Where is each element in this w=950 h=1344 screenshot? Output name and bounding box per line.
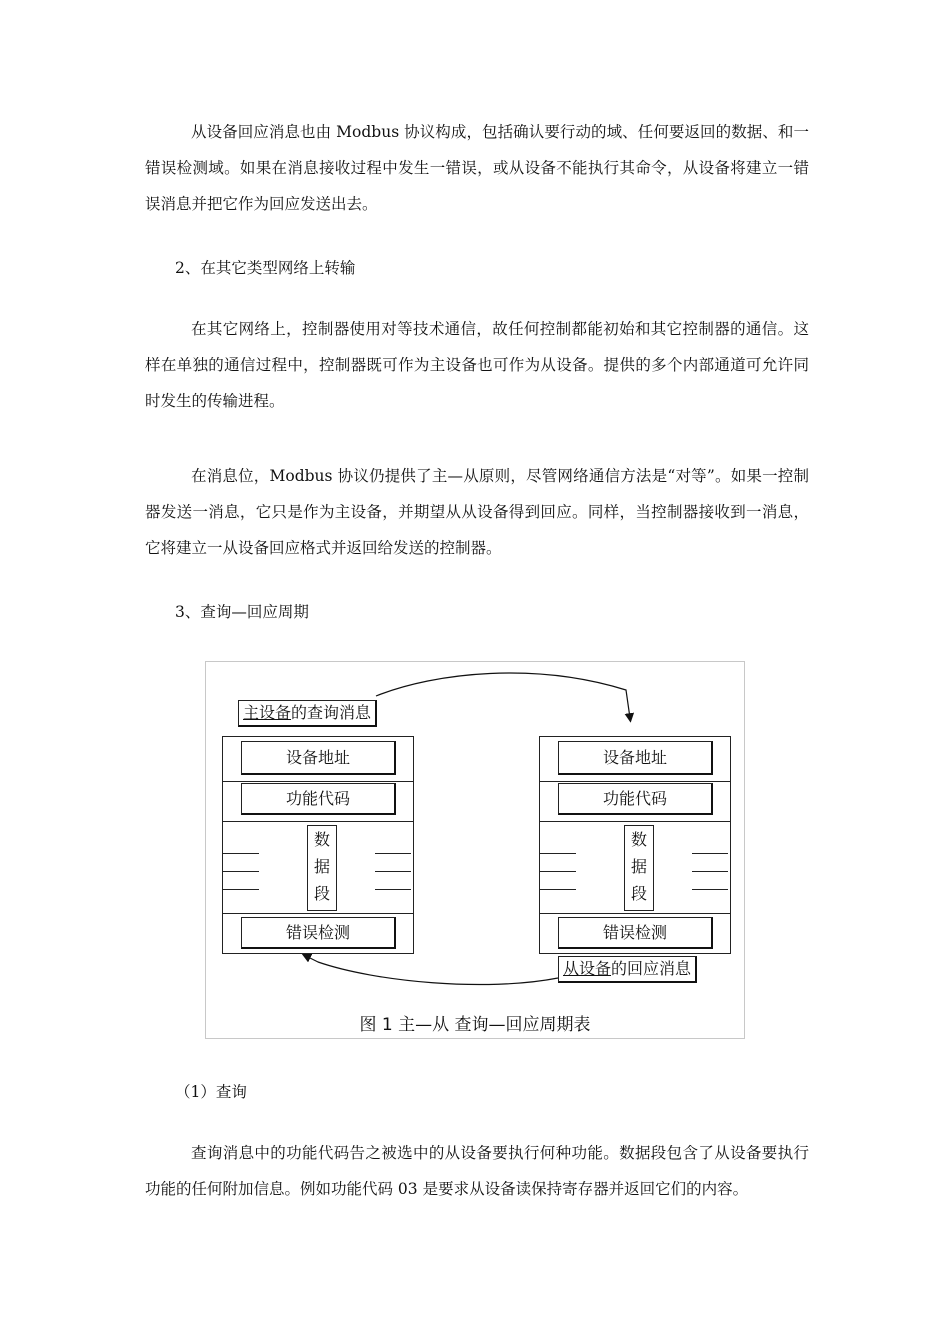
paragraph-function-code: 查询消息中的功能代码告之被选中的从设备要执行何种功能。数据段包含了从设备要执行功能的任何附加信息。例如功能代码 03 是要求从设备读保持寄存器并返回它们的内容。: [145, 1144, 809, 1198]
figure-query-response-cycle: [205, 661, 745, 1039]
heading-other-networks: 2、在其它类型网络上转输: [175, 259, 356, 277]
heading-query-response-cycle: 3、查询—回应周期: [175, 603, 309, 621]
slave-error-check-field: 错误检测: [558, 917, 713, 949]
master-message-stack: [222, 736, 414, 954]
slave-function-code-field: 功能代码: [558, 783, 713, 815]
response-arrow: [306, 956, 558, 985]
slave-data-field: 数 据 段: [624, 825, 654, 911]
slave-device-address-field: 设备地址: [558, 741, 713, 775]
master-error-check-field: 错误检测: [241, 917, 396, 949]
master-query-label: 主设备的查询消息: [238, 700, 377, 727]
master-device-address-field: 设备地址: [241, 741, 396, 775]
query-arrow: [376, 673, 630, 718]
slave-message-stack: [539, 736, 731, 954]
master-data-field: 数 据 段: [307, 825, 337, 911]
figure-caption: 图 1 主—从 查询—回应周期表: [359, 1015, 591, 1035]
paragraph-master-slave-principle: 在消息位，Modbus 协议仍提供了主—从原则，尽管网络通信方法是“对等”。如果一控制器发送一消息，它只是作为主设备，并期望从从设备得到回应。同样，当控制器接收到一消息，它将建立一从设备回应格式并返回给发送的控制器。: [145, 467, 809, 557]
paragraph-slave-response: 从设备回应消息也由 Modbus 协议构成，包括确认要行动的域、任何要返回的数据、和一错误检测域。如果在消息接收过程中发生一错误，或从设备不能执行其命令，从设备将建立一错误消息并把它作为回应发送出去。: [145, 123, 809, 213]
heading-query: （1）查询: [175, 1083, 247, 1101]
paragraph-peer-communication: 在其它网络上，控制器使用对等技术通信，故任何控制都能初始和其它控制器的通信。这样在单独的通信过程中，控制器既可作为主设备也可作为从设备。提供的多个内部通道可允许同时发生的传输进程。: [145, 320, 809, 410]
master-function-code-field: 功能代码: [241, 783, 396, 815]
slave-response-label: 从设备的回应消息: [558, 956, 697, 983]
